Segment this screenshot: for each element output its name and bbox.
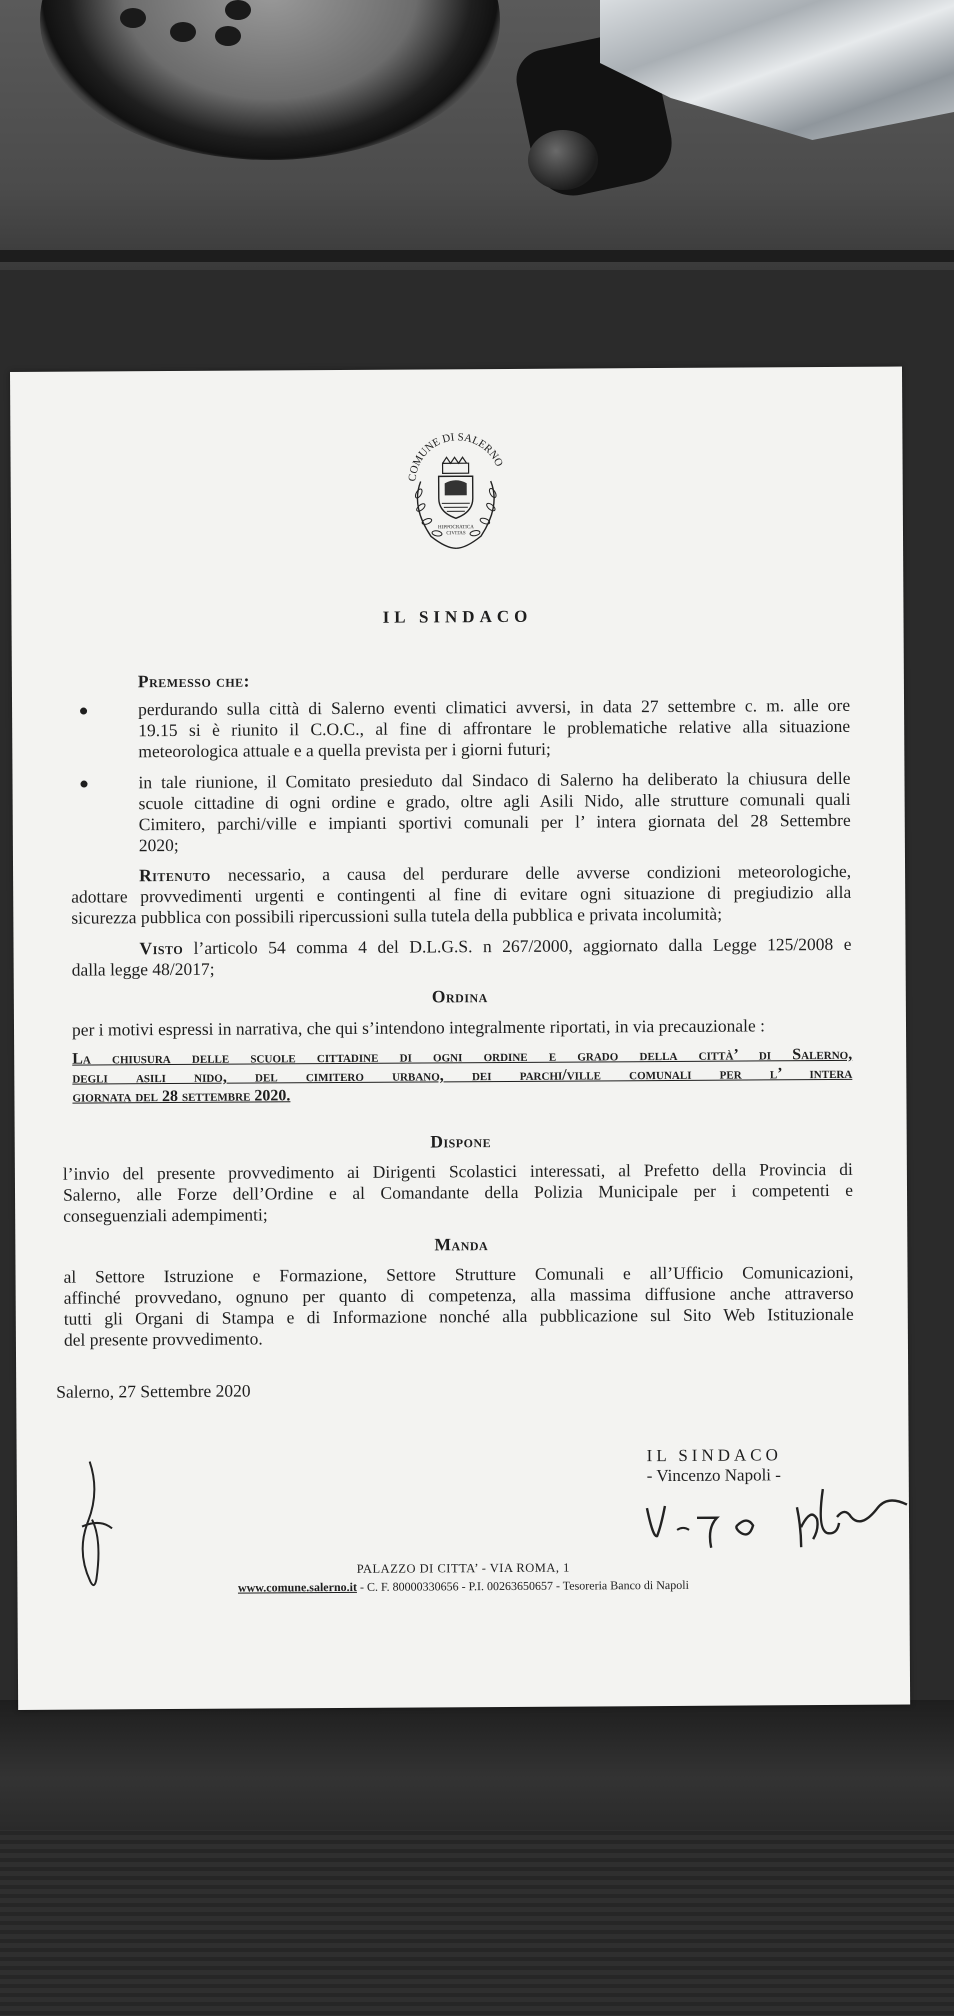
premesso-bullet1-line2: 19.15 si è riunito il C.O.C., al fine di affrontare le problematiche relative alla situazione bbox=[138, 715, 851, 741]
premesso-bullet2-line1: in tale riunione, il Comitato presieduto dal Sindaco di Salerno ha deliberato la chiusura delle bbox=[138, 767, 851, 793]
visto-text: l’articolo 54 comma 4 del D.L.G.S. n 267/2000, aggiornato dalla Legge 125/2008 e bbox=[193, 933, 852, 958]
bullet-dot bbox=[80, 781, 87, 788]
svg-text:COMUNE DI SALERNO bbox=[406, 431, 505, 482]
ordina-heading: Ordina bbox=[431, 986, 488, 1007]
signature-name: - Vincenzo Napoli - bbox=[646, 1465, 781, 1486]
manda-line1: al Settore Istruzione e Formazione, Settore Strutture Comunali e all’Ufficio Comunicazioni, bbox=[63, 1261, 854, 1287]
dispone-line3: conseguenziali adempimenti; bbox=[63, 1204, 268, 1226]
table-surface bbox=[0, 1700, 954, 2016]
footer-fiscal-info: - C. F. 80000330656 - P.I. 00263650657 - Tesoreria Banco di Napoli bbox=[356, 1577, 689, 1594]
pot-hole bbox=[225, 0, 251, 20]
order-text bbox=[72, 1045, 852, 1107]
manda-line3: tutti gli Organi di Stampa e di Informazione nonché alla pubblicazione sul Sito Web Istituzionale bbox=[63, 1303, 854, 1329]
premesso-bullet1-line1: perdurando sulla città di Salerno eventi climatici avversi, in data 27 settembre c. m. alle ore bbox=[138, 694, 851, 720]
premesso-bullet2-line4: 2020; bbox=[138, 834, 179, 856]
premesso-bullet2-line2: scuole cittadine di ogni ordine e grado, oltre agli Asili Nido, alle strutture comunali quali bbox=[138, 788, 851, 814]
ritenuto-text: necessario, a causa del perdurare delle avverse condizioni meteorologiche, bbox=[227, 860, 852, 885]
ordina-intro: per i motivi espressi in narrativa, che qui s’intendono integralmente riportati, in via precauzionale : bbox=[71, 1015, 766, 1040]
premesso-bullet1-line3: meteorologica attuale e a quella prevista per i giorni futuri; bbox=[138, 738, 551, 762]
manda-line4: del presente provvedimento. bbox=[63, 1328, 263, 1350]
place-date: Salerno, 27 Settembre 2020 bbox=[56, 1380, 251, 1402]
comune-salerno-emblem-icon bbox=[380, 421, 531, 562]
manda-heading: Manda bbox=[434, 1234, 489, 1255]
ritenuto-line2: adottare provvedimenti urgenti e contingenti al fine di evitare ogni situazione di pregiudizio alla bbox=[71, 881, 852, 907]
handle-knob bbox=[528, 130, 598, 190]
emblem-motto-line2: CIVITAS bbox=[446, 531, 466, 537]
table-edge bbox=[0, 250, 954, 262]
order-line1: La chiusura delle scuole cittadine di ogni ordine e grado della città’ di Salerno, bbox=[72, 1045, 853, 1068]
dispone-heading: Dispone bbox=[430, 1131, 492, 1152]
dispone-line2: Salerno, alle Forze dell’Ordine e al Comandante della Polizia Municipale per i competenti e bbox=[62, 1179, 854, 1205]
premesso-bullet2-line3: Cimitero, parchi/ville e impianti sportivi comunali per l’ intera giornata del 28 Settembre bbox=[138, 809, 851, 835]
visto-lead: Visto bbox=[139, 937, 184, 959]
pot-hole bbox=[120, 8, 146, 28]
ordinance-document bbox=[10, 367, 910, 1710]
premesso-heading: Premesso che: bbox=[137, 670, 251, 692]
ritenuto-lead: Ritenuto bbox=[139, 864, 211, 886]
order-line2: degli asili nido, del cimitero urbano, dei parchi/ville comunali per l’ intera bbox=[72, 1064, 853, 1087]
emblem-ring-text: COMUNE DI SALERNO bbox=[406, 431, 506, 482]
order-line3: giornata del 28 settembre 2020. bbox=[72, 1087, 291, 1106]
signature-title: IL SINDACO bbox=[646, 1445, 782, 1466]
pot-hole bbox=[215, 26, 241, 46]
visto-line1 bbox=[139, 934, 851, 959]
document-title: IL SINDACO bbox=[382, 606, 533, 627]
visto-line2: dalla legge 48/2017; bbox=[71, 958, 215, 980]
footer-details bbox=[17, 1577, 909, 1597]
handwritten-mayor-signature bbox=[637, 1486, 947, 1563]
dispone-line1: l’invio del presente provvedimento ai Dirigenti Scolastici interessati, al Prefetto della Provincia di bbox=[62, 1158, 853, 1184]
ritenuto-line3: sicurezza pubblica con possibili ripercussioni sulla tutela della pubblica e privata incolumità; bbox=[71, 903, 723, 928]
website-link[interactable]: www.comune.salerno.it bbox=[237, 1579, 357, 1595]
manda-line2: affinché provvedano, ognuno per quanto di competenza, alla massima diffusione anche attraverso bbox=[63, 1282, 854, 1308]
footer-address: PALAZZO DI CITTA’ - VIA ROMA, 1 bbox=[356, 1560, 570, 1576]
emblem-motto-line1: HIPPOCRATICA bbox=[438, 525, 474, 531]
pot-hole bbox=[170, 22, 196, 42]
bullet-dot bbox=[80, 708, 87, 715]
